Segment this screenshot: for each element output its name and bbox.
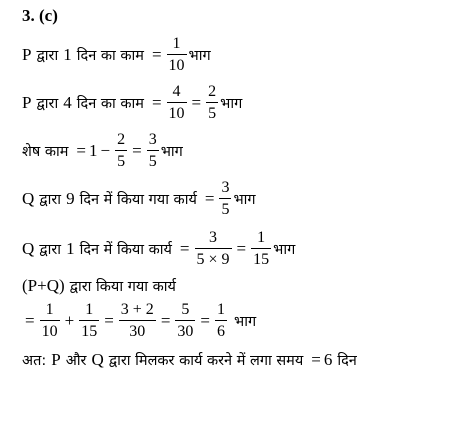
numerator: 1 xyxy=(217,301,225,318)
text-p: P xyxy=(22,92,32,112)
unit-bhag: भाग xyxy=(220,95,243,112)
equals-sign: = xyxy=(311,350,321,369)
plus-sign: + xyxy=(64,310,75,330)
text-q: Q xyxy=(91,350,104,369)
numerator: 3 xyxy=(221,179,230,196)
fraction xyxy=(115,130,127,171)
line-p-plus-q xyxy=(22,276,176,296)
unit-bhag: भाग xyxy=(188,47,211,64)
numerator: 1 xyxy=(85,301,94,318)
text-number: 1 xyxy=(66,238,75,258)
denominator: 30 xyxy=(129,323,146,340)
fraction xyxy=(219,178,231,219)
text-q: Q xyxy=(22,188,35,208)
text-dwara: द्वारा xyxy=(39,241,62,258)
numerator: 4 xyxy=(172,83,181,100)
fraction xyxy=(147,130,159,171)
fraction xyxy=(167,34,187,75)
equals-sign: = xyxy=(160,310,171,330)
denominator: 5 xyxy=(221,201,230,218)
denominator: 30 xyxy=(177,323,194,340)
line-p-one-day xyxy=(22,34,211,75)
text-number: 9 xyxy=(66,188,75,208)
text-shesh-kaam: शेष काम xyxy=(22,143,69,160)
text-label: द्वारा मिलकर कार्य करने में लगा समय xyxy=(108,353,304,369)
text-p: P xyxy=(51,350,61,369)
line-p-four-days xyxy=(22,82,242,123)
fraction xyxy=(167,82,187,123)
fraction xyxy=(119,300,156,341)
equals-sign: = xyxy=(132,140,142,160)
numerator: 1 xyxy=(172,35,181,52)
text-label: दिन में किया गया कार्य xyxy=(79,191,197,208)
denominator: 5 xyxy=(148,153,157,170)
fraction xyxy=(206,82,218,123)
line-remaining-work xyxy=(22,130,183,171)
denominator: 5 xyxy=(208,105,217,122)
text-number: 1 xyxy=(63,44,72,64)
text-p: P xyxy=(22,44,32,64)
unit-bhag: भाग xyxy=(273,241,296,258)
denominator: 10 xyxy=(168,57,185,74)
denominator: 10 xyxy=(41,323,58,340)
text-number: 4 xyxy=(63,92,72,112)
text-atah: अत: xyxy=(22,353,47,369)
unit-bhag: भाग xyxy=(160,143,183,160)
numerator: 3 xyxy=(209,229,218,246)
line-q-nine-days xyxy=(22,178,256,219)
numerator: 3 + 2 xyxy=(120,301,154,318)
fraction xyxy=(251,228,271,269)
equals-sign: = xyxy=(151,92,162,112)
equals-sign: = xyxy=(204,188,215,208)
text-label: दिन का काम xyxy=(76,47,144,64)
numerator: 5 xyxy=(181,301,190,318)
text-dwara: द्वारा xyxy=(36,95,59,112)
equals-sign: = xyxy=(104,310,114,330)
question-number: 3. (c) xyxy=(22,6,58,25)
minus-sign: − xyxy=(100,140,111,160)
text-p-plus-q: (P+Q) xyxy=(22,276,65,295)
text-dwara: द्वारा xyxy=(39,191,62,208)
text-label: दिन का काम xyxy=(76,95,144,112)
solution-heading xyxy=(22,6,58,26)
denominator: 15 xyxy=(253,251,270,268)
fraction xyxy=(215,300,227,341)
denominator: 15 xyxy=(81,323,98,340)
text-dwara: द्वारा xyxy=(36,47,59,64)
equals-sign: = xyxy=(25,310,35,330)
equals-sign: = xyxy=(236,238,247,258)
denominator: 10 xyxy=(168,105,185,122)
line-conclusion xyxy=(22,350,357,370)
numerator: 2 xyxy=(208,83,217,100)
denominator: 6 xyxy=(217,323,225,340)
text-label: दिन में किया कार्य xyxy=(79,241,172,258)
text-din: दिन xyxy=(337,353,357,369)
numerator: 1 xyxy=(257,229,266,246)
numerator: 3 xyxy=(148,131,157,148)
text-number: 6 xyxy=(323,350,333,369)
fraction xyxy=(195,228,232,269)
equals-sign: = xyxy=(151,44,162,64)
text-label: द्वारा किया गया कार्य xyxy=(69,279,176,295)
unit-bhag: भाग xyxy=(234,313,257,330)
unit-bhag: भाग xyxy=(233,191,256,208)
text-number: 1 xyxy=(89,140,98,160)
numerator: 1 xyxy=(45,301,54,318)
fraction xyxy=(175,300,195,341)
fraction xyxy=(79,300,99,341)
line-combined-fraction xyxy=(22,300,256,341)
denominator: 5 × 9 xyxy=(196,251,230,268)
line-q-one-day xyxy=(22,228,295,269)
text-aur: और xyxy=(65,353,87,369)
equals-sign: = xyxy=(76,140,87,160)
equals-sign: = xyxy=(200,310,210,330)
denominator: 5 xyxy=(117,153,126,170)
text-q: Q xyxy=(22,238,35,258)
equals-sign: = xyxy=(179,238,190,258)
numerator: 2 xyxy=(117,131,126,148)
fraction xyxy=(40,300,60,341)
equals-sign: = xyxy=(191,92,202,112)
